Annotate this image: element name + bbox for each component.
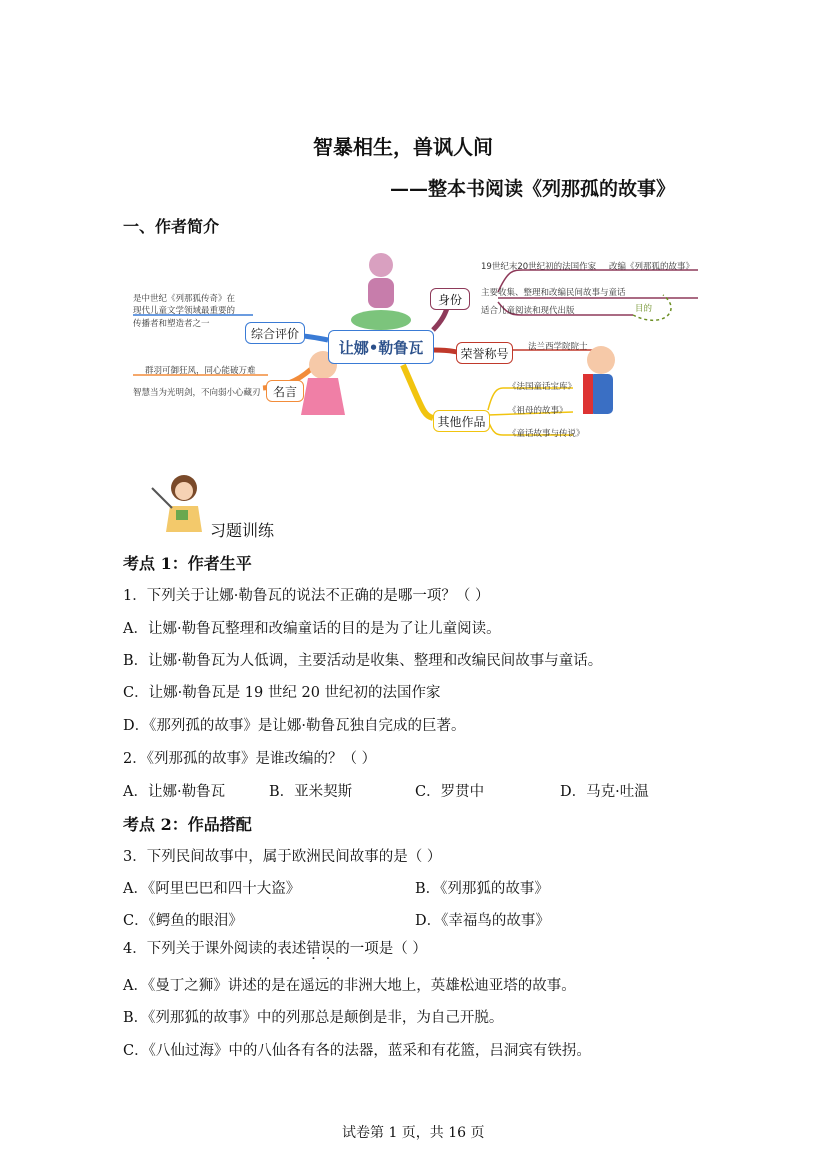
mindmap-center: 让娜•勒鲁瓦 (328, 330, 434, 364)
mindmap-honor-1: 法兰西学院院士 (528, 342, 588, 352)
mindmap-identity-3: 适合儿童阅读和现代出版 (481, 306, 575, 316)
page-subtitle: ——整本书阅读《列那孤的故事》 (390, 178, 676, 200)
mindmap-works-1: 《法国童话宝库》 (508, 382, 577, 392)
mindmap-identity-label: 身份 (430, 288, 470, 310)
question-4-emphasis-2: 误 (320, 941, 336, 957)
mindmap-identity-1: 19世纪末20世纪初的法国作家 (481, 262, 597, 272)
mindmap-quote-label: 名言 (266, 380, 304, 402)
author-mindmap (123, 250, 703, 450)
q2-option-a: A．让娜·勒鲁瓦 (123, 784, 226, 800)
q2-option-d: D．马克·吐温 (560, 784, 649, 800)
q2-option-c: C．罗贯中 (415, 784, 485, 800)
q4-option-c: C．《八仙过海》中的八仙各有各的法器，蓝采和有花篮，吕洞宾有铁拐。 (123, 1043, 591, 1059)
section-kp1: 考点 1：作者生平 (123, 554, 252, 573)
q1-option-c: C．让娜·勒鲁瓦是 19 世纪 20 世纪初的法国作家 (123, 685, 441, 701)
page-footer: 试卷第 1 页，共 16 页 (342, 1125, 485, 1141)
mindmap-honor-label: 荣誉称号 (456, 342, 513, 364)
mindmap-identity-1b: 改编《列那狐的故事》 (609, 262, 695, 272)
mindmap-works-label: 其他作品 (433, 410, 490, 432)
question-4-emphasis-1: 错 (306, 941, 321, 957)
q2-option-b: B．亚米契斯 (269, 784, 353, 800)
mindmap-purpose: 目的 (635, 304, 653, 314)
question-4-prefix: 4．下列关于课外阅读的表述 (123, 941, 307, 957)
q1-option-a: A．让娜·勒鲁瓦整理和改编童话的目的是为了让儿童阅读。 (123, 621, 501, 637)
mindmap-comment-text-3: 传播者和塑造者之一 (133, 319, 210, 329)
mindmap-quote-1: 群羽可御狂风，同心能破万难 (145, 366, 256, 376)
mindmap-quote-2: 智慧当为光明剑，不向弱小心藏刃 (133, 388, 261, 398)
mindmap-works-3: 《童话故事与传说》 (508, 429, 585, 439)
mindmap-identity-2: 主要收集、整理和改编民间故事与童话 (481, 288, 626, 298)
question-1: 1．下列关于让娜·勒鲁瓦的说法不正确的是哪一项？（ ） (123, 588, 490, 604)
question-4 (123, 937, 427, 958)
q1-option-d: D．《那列孤的故事》是让娜·勒鲁瓦独自完成的巨著。 (123, 718, 466, 734)
section-heading-author: 一、作者简介 (123, 217, 220, 236)
q3-option-a: A．《阿里巴巴和四十大盗》 (123, 881, 301, 897)
teacher-illustration (150, 470, 210, 532)
q4-option-a: A．《曼丁之狮》讲述的是在遥远的非洲大地上，英雄松迪亚塔的故事。 (123, 978, 576, 994)
q3-option-c: C．《鳄鱼的眼泪》 (123, 913, 243, 929)
section-kp2: 考点 2：作品搭配 (123, 815, 252, 834)
page-title: 智暴相生，兽讽人间 (313, 135, 493, 159)
q1-option-b: B．让娜·勒鲁瓦为人低调，主要活动是收集、整理和改编民间故事与童话。 (123, 653, 603, 669)
q4-option-b: B．《列那狐的故事》中的列那总是颠倒是非，为自己开脱。 (123, 1010, 504, 1026)
exercise-label: 习题训练 (210, 521, 275, 540)
q3-option-d: D．《幸福鸟的故事》 (415, 913, 550, 929)
question-4-suffix: 的一项是（ ） (335, 941, 427, 957)
question-2: 2．《列那孤的故事》是谁改编的？（ ） (123, 751, 377, 767)
q3-option-b: B．《列那狐的故事》 (415, 881, 549, 897)
mindmap-comment-text-2: 现代儿童文学领域最重要的 (133, 306, 236, 316)
mindmap-works-2: 《祖母的故事》 (508, 406, 568, 416)
mindmap-comment-text-1: 是中世纪《列那狐传奇》在 (133, 294, 236, 304)
question-3: 3．下列民间故事中，属于欧洲民间故事的是（ ） (123, 849, 442, 865)
mindmap-comment-label: 综合评价 (245, 322, 305, 344)
